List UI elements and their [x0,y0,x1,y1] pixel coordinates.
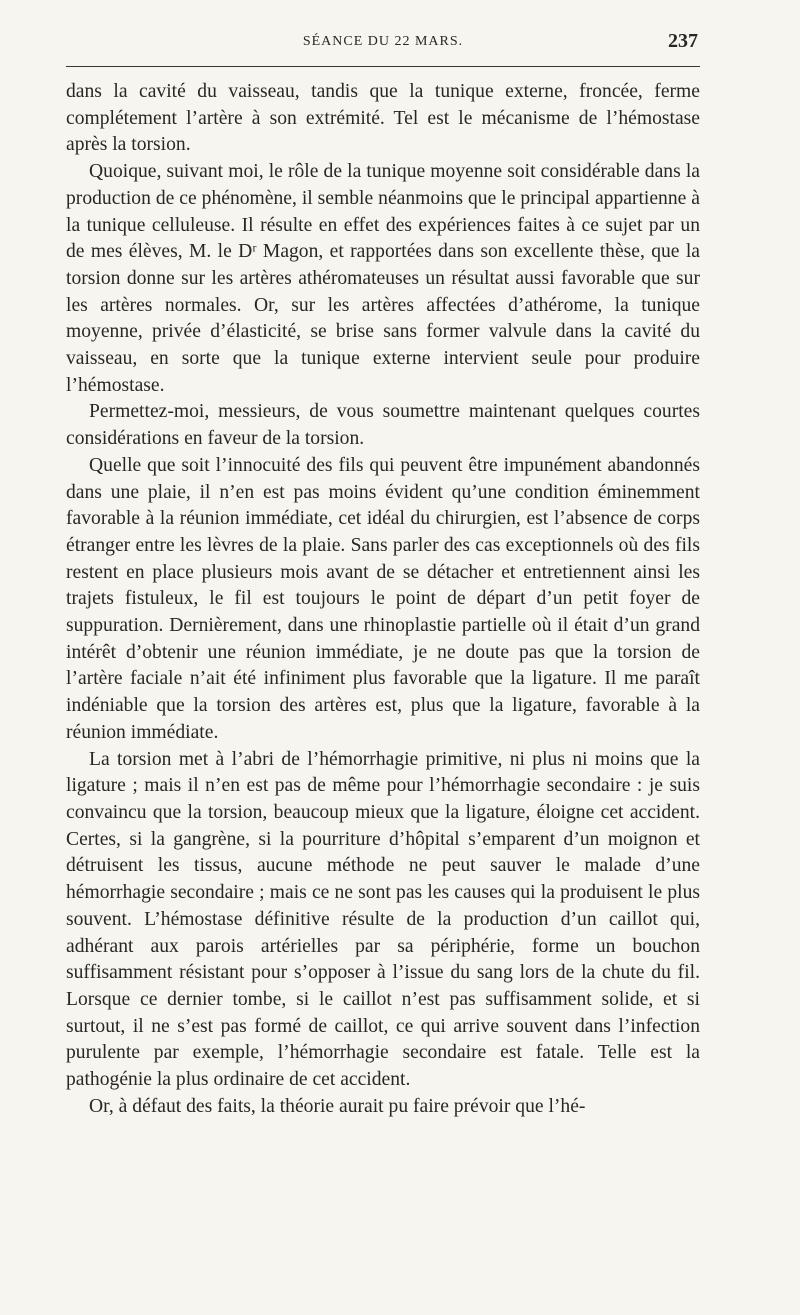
paragraph-1: dans la cavité du vaisseau, tandis que la tunique externe, froncée, ferme complétement l’artère à son extrémité. Tel est le mécanisme de l’hémostase après la torsion. [66,81,700,156]
paragraph-5: La torsion met à l’abri de l’hémorrhagie primitive, ni plus ni moins que la ligature ; mais il n’en est pas de même pour l’hémorrhagie secondaire : je suis convaincu que la torsion, beaucoup mieux que la ligature, éloigne cet accident. Certes, si la gangrène, si la pourriture d’hôpital s’emparent d’un moignon et détruisent les tissus, aucune méthode ne peut sauver le malade d’une hémorrhagie secondaire ; mais ce ne sont pas les causes qui la produisent le plus souvent. L’hémostase définitive résulte de la production d’un caillot qui, adhérant aux parois artérielles par sa périphérie, forme un bouchon suffisamment résistant pour s’opposer à l’issue du sang lors de la chute du fil. Lorsque ce dernier tombe, si le caillot n’est pas suffisamment solide, et si surtout, il ne s’est pas formé de caillot, ce qui arrive souvent dans l’infection purulente par exemple, l’hémorrhagie secondaire est fatale. Telle est la pathogénie la plus ordinaire de cet accident. [66,748,700,1091]
header-rule [66,66,700,67]
paragraph-6: Or, à défaut des faits, la théorie aurait pu faire prévoir que l’hé- [89,1095,586,1117]
running-title: SÉANCE DU 22 MARS. [302,34,464,49]
paragraph-2: Quoique, suivant moi, le rôle de la tunique moyenne soit considérable dans la production de ce phénomène, il semble néanmoins que le principal appartienne à la tunique celluleuse. Il résulte en effet des expériences faites à ce sujet par un de mes élèves, M. le Dʳ Magon, et rapportées dans son excellente thèse, que la torsion donne sur les artères athéromateuses un résultat aussi favorable que sur les artères normales. Or, sur les artères affectées d’athérome, la tunique moyenne, privée d’élasticité, se brise sans former valvule dans la cavité du vaisseau, en sorte que la tunique externe intervient seule pour produire l’hémostase. [66,161,700,396]
paragraph-4: Quelle que soit l’innocuité des fils qui peuvent être impunément abandonnés dans une plaie, il n’en est pas moins évident qu’une condition éminemment favorable à la réunion immédiate, cet idéal du chirurgien, est l’absence de corps étranger entre les lèvres de la plaie. Sans parler des cas exceptionnels où des fils restent en place plusieurs mois avant de se détacher et entretiennent ainsi les trajets fistuleux, le fil est toujours le point de départ d’un petit foyer de suppuration. Dernièrement, dans une rhinoplastie partielle où il était d’un grand intérêt d’obtenir une réunion immédiate, je ne doute pas que la torsion de l’artère faciale n’ait été infiniment plus favorable que la ligature. Il me paraît indéniable que la torsion des artères est, plus que la ligature, favorable à la réunion immédiate. [66,454,700,743]
paragraph-3: Permettez-moi, messieurs, de vous soumettre maintenant quelques courtes considérations en faveur de la torsion. [66,401,700,450]
body-text [66,79,700,1120]
page-header [66,30,700,56]
page-number: 237 [668,30,698,52]
